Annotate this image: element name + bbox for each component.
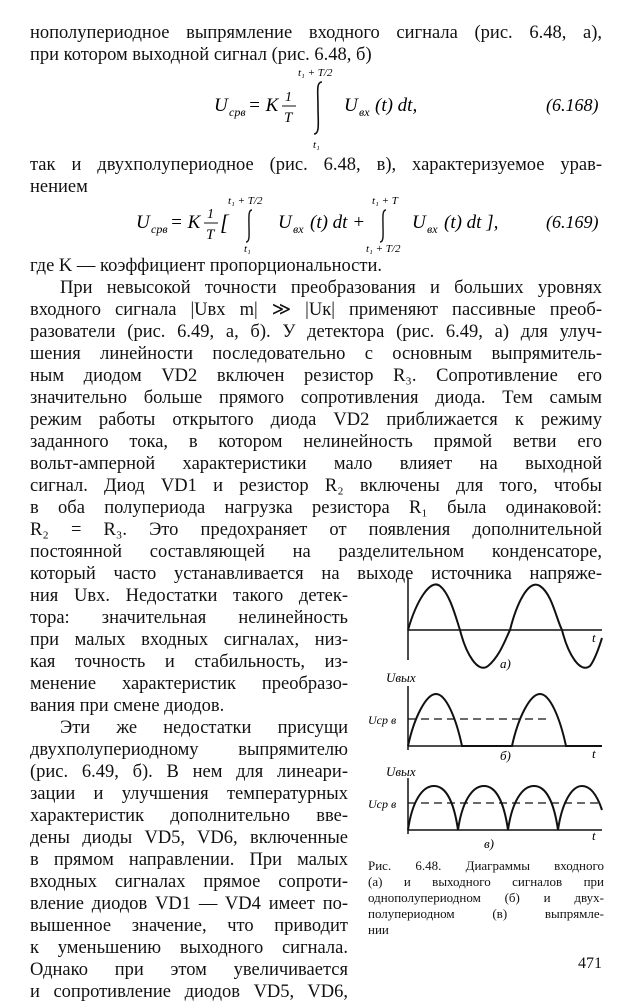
text-line: Эти же недостатки присущи xyxy=(60,718,348,738)
eq169-frac-den: T xyxy=(206,227,215,243)
text-line: тора: значительная нелинейность xyxy=(30,608,348,628)
text-line: нополупериодное выпрямление входного сигнала (рис. 6.48, а), xyxy=(30,23,602,43)
eq168-upper: t₁ + T/2 xyxy=(298,67,333,79)
text-line: шения линейности последовательно с основным выпрямитель- xyxy=(30,344,602,364)
text-line: и сопротивление диодов VD5, VD6, xyxy=(30,982,348,1002)
text-line: постоянной составляющей на разделительном конденсаторе, xyxy=(30,542,602,562)
eq169-term1-sub: вх xyxy=(293,222,304,236)
caption-line: Рис. 6.48. Диаграммы входного xyxy=(368,858,604,873)
diagram-b-tlabel: t xyxy=(592,746,596,761)
diagram-c-tlabel: t xyxy=(592,828,596,843)
figure-caption xyxy=(368,858,604,938)
eq168-frac-den: T xyxy=(284,110,293,126)
diagram-c-waveform xyxy=(408,786,602,830)
eq169-term1: U xyxy=(278,212,292,233)
eq168-integral-sign xyxy=(314,82,322,134)
diagram-b-level: Uср в xyxy=(368,713,397,727)
text-line: (рис. 6.49, б). В нем для линеари- xyxy=(30,762,348,782)
eq169-number: (6.169) xyxy=(546,212,599,232)
text-line: значительно больше прямого сопротивления диода. Тем самым xyxy=(30,388,602,408)
text-line: который часто устанавливается на выходе источника напряже- xyxy=(30,564,602,584)
text-line: сигнал. Диод VD1 и резистор R₂ включены для того, чтобы xyxy=(30,476,602,496)
diagram-b-waveform xyxy=(408,694,602,746)
text-line: ным диодом VD2 включен резистор R₃. Сопротивление его xyxy=(30,366,602,386)
caption-line: (а) и выходного сигналов при xyxy=(368,874,604,889)
text-line: заданного тока, в котором нелинейность прямой ветви его xyxy=(30,432,602,452)
text-line: дены диоды VD5, VD6, включенные xyxy=(30,828,348,848)
eq169-integral2 xyxy=(380,210,386,242)
diagram-c-level: Uср в xyxy=(368,797,397,811)
eq169-term1-tail: (t) dt + xyxy=(310,212,366,233)
text-line: режим работы открытого диода VD2 приближается к режиму xyxy=(30,410,602,430)
diagram-b-tag: б) xyxy=(500,748,511,763)
eq168-number: (6.168) xyxy=(546,95,599,115)
diagram-c-tag: в) xyxy=(484,836,494,851)
eq169-integral1 xyxy=(246,210,252,242)
diagram-a-tag: а) xyxy=(500,656,511,671)
text-line: Однако при этом увеличивается xyxy=(30,960,348,980)
text-line: R₂ = R₃. Это предохраняет от появления дополнительной xyxy=(30,520,602,540)
text-line: вольт-амперной характеристики мало влияет на выходной xyxy=(30,454,602,474)
eq169-lower2: t₁ + T/2 xyxy=(366,243,401,254)
text-line: вление диодов VD1 — VD4 имеет по- xyxy=(30,894,348,914)
text-line: двухполупериодному выпрямителю xyxy=(30,740,348,760)
text-line: в оба полупериода нагрузка резистора R₁ была одинаковой: xyxy=(30,498,602,518)
figure-6-48 xyxy=(364,578,614,858)
text-line: так и двухполупериодное (рис. 6.48, в), характеризуемое урав- xyxy=(30,155,602,175)
text-line: при котором выходной сигнал (рис. 6.48, б) xyxy=(30,45,372,65)
equation-169-graphic xyxy=(0,194,642,254)
caption-line: нии xyxy=(368,922,389,937)
text-line: разователи (рис. 6.49, а, б). У детектора (рис. 6.49, а) для улуч- xyxy=(30,322,602,342)
diagram-a-tlabel: t xyxy=(592,630,596,645)
eq168-frac-num: 1 xyxy=(285,90,292,105)
text-line: где K — коэффициент пропорциональности. xyxy=(30,256,382,276)
eq169-k: = K xyxy=(170,212,201,233)
eq169-term2: U xyxy=(412,212,426,233)
text-line: при малых входных сигналах, низ- xyxy=(30,630,348,650)
text-line: вышенное значение, что приводит xyxy=(30,916,348,936)
text-line: входного сигнала |Uвх m| ≫ |Uк| применяют пассивные преоб- xyxy=(30,300,602,320)
diagram-b xyxy=(368,670,602,763)
caption-line: однополупериодном (б) и двух- xyxy=(368,890,604,905)
caption-line: полупериодном (в) выпрямле- xyxy=(368,906,604,921)
equation-168-graphic xyxy=(0,62,642,152)
eq169-term2-sub: вх xyxy=(427,222,438,236)
diagram-c xyxy=(368,764,602,851)
eq168-tail: (t) dt, xyxy=(375,95,418,116)
text-line: характеристик дополнительно вве- xyxy=(30,806,348,826)
text-line: менение характеристик преобразо- xyxy=(30,674,348,694)
text-line: в прямом направлении. При малых xyxy=(30,850,348,870)
text-line: входных сигналах прямое сопроти- xyxy=(30,872,348,892)
text-line: нением xyxy=(30,177,88,197)
eq168-integrand-sub: вх xyxy=(359,105,370,119)
eq169-lower1: t₁ xyxy=(244,243,251,254)
diagram-c-ylabel: Uвых xyxy=(386,764,416,779)
text-line: При невысокой точности преобразования и больших уровнях xyxy=(60,278,602,298)
eq169-upper1: t₁ + T/2 xyxy=(228,195,263,207)
diagram-a xyxy=(386,578,602,671)
eq169-lhs-sub: срв xyxy=(151,222,168,236)
text-line: зации и улучшения температурных xyxy=(30,784,348,804)
eq168-lower: t₁ xyxy=(313,139,320,151)
text-line: кая точность и стабильность, из- xyxy=(30,652,348,672)
eq169-upper2: t₁ + T xyxy=(372,195,398,207)
text-line: вания при смене диодов. xyxy=(30,696,225,716)
eq169-frac-num: 1 xyxy=(207,207,214,222)
text-line: ния Uвх. Недостатки такого детек- xyxy=(30,586,348,606)
eq168-integrand: U xyxy=(344,95,358,116)
text-line: к уменьшению выходного сигнала. xyxy=(30,938,348,958)
eq168-lhs-sub: срв xyxy=(229,105,246,119)
eq169-term2-tail: (t) dt ], xyxy=(444,212,499,233)
eq168-k: = K xyxy=(248,95,279,116)
diagram-b-ylabel: Uвых xyxy=(386,670,416,685)
page-number: 471 xyxy=(578,955,602,972)
eq169-open-bracket: [ xyxy=(220,210,229,235)
eq169-lhs: U xyxy=(136,212,150,233)
eq168-lhs: U xyxy=(214,95,228,116)
